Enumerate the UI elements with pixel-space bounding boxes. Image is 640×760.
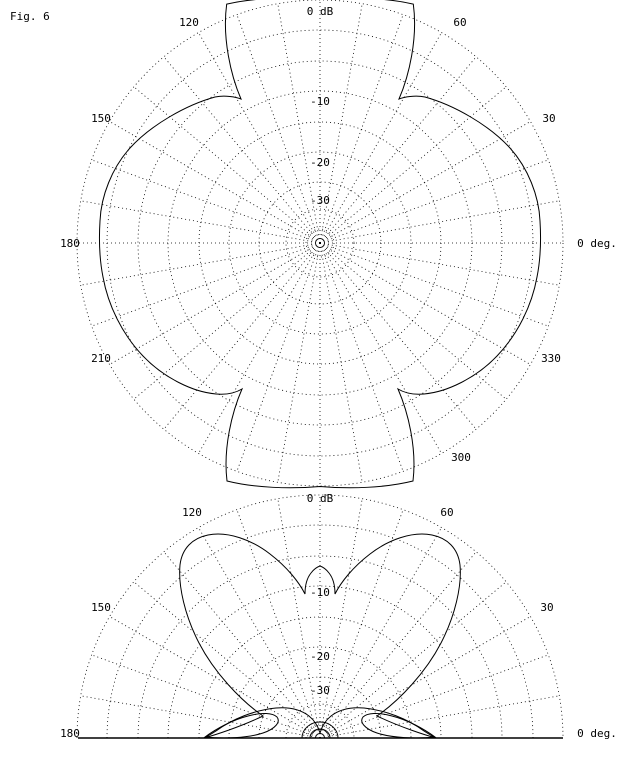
spoke-60 [320,528,442,739]
spoke-50 [320,57,476,243]
spoke-10 [320,201,559,243]
spoke-100 [278,499,320,738]
label-radial-minus30: -30 [310,194,330,207]
spoke-120 [199,528,321,739]
ring-minus5 [107,525,533,738]
spoke-80 [320,499,362,738]
spoke-100 [278,4,320,243]
spoke-110 [237,15,320,243]
spoke-230 [164,243,320,429]
label-radial-minus10: -10 [310,95,330,108]
spoke-10 [320,696,559,738]
spoke-290 [320,243,403,471]
label-radial-minus20: -20 [310,156,330,169]
spoke-170 [81,201,320,243]
spoke-340 [320,243,548,326]
spoke-170 [81,696,320,738]
spoke-40 [320,87,506,243]
spoke-210 [110,243,320,365]
label-angle-90-radial-0db: 0 dB [306,492,334,505]
label-angle-210: 210 [91,352,111,365]
spoke-330 [320,243,530,365]
spoke-70 [320,15,403,243]
label-angle-30: 30 [542,112,556,125]
spoke-130 [164,57,320,243]
spoke-80 [320,4,362,243]
lower-elevation-pattern [60,492,617,740]
label-radial-minus10: -10 [310,586,330,599]
spoke-60 [320,33,442,244]
spoke-70 [320,510,403,738]
label-angle-120: 120 [179,16,199,29]
spoke-280 [320,243,362,482]
label-angle-60: 60 [440,506,454,519]
label-angle-0: 0 deg. [577,237,617,250]
spoke-30 [320,617,530,739]
lower-pattern-trace [180,534,461,738]
upper-grid-spokes [77,0,563,486]
spoke-200 [92,243,320,326]
spoke-300 [320,243,442,454]
lower-grid-spokes [81,495,560,738]
spoke-260 [278,243,320,482]
spoke-220 [134,243,320,399]
figure-label: Fig. 6 [10,10,50,23]
spoke-240 [199,243,321,454]
ring-minus10 [138,556,502,738]
spoke-310 [320,243,476,429]
label-angle-0: 0 deg. [577,727,617,740]
spoke-350 [320,243,559,285]
label-angle-300: 300 [451,451,471,464]
spoke-40 [320,582,506,738]
label-angle-90-radial-0db: 0 dB [306,5,334,18]
lower-angle-labels [60,492,617,740]
spoke-160 [92,655,320,738]
upper-azimuth-pattern [60,0,617,488]
label-angle-150: 150 [91,112,111,125]
spoke-20 [320,160,548,243]
spoke-150 [110,122,320,244]
label-angle-330: 330 [541,352,561,365]
spoke-20 [320,655,548,738]
label-angle-120: 120 [182,506,202,519]
label-radial-minus30: -30 [310,684,330,697]
spoke-110 [237,510,320,738]
label-angle-180: 180 [60,237,80,250]
upper-angle-labels [60,5,617,464]
spoke-190 [81,243,320,285]
label-angle-150: 150 [91,601,111,614]
spoke-140 [134,582,320,738]
spoke-140 [134,87,320,243]
spoke-120 [199,33,321,244]
label-angle-180: 180 [60,727,80,740]
label-angle-60: 60 [453,16,467,29]
spoke-150 [110,617,320,739]
label-radial-minus20: -20 [310,650,330,663]
spoke-320 [320,243,506,399]
spoke-160 [92,160,320,243]
label-angle-30: 30 [540,601,554,614]
spoke-30 [320,122,530,244]
spoke-250 [237,243,320,471]
